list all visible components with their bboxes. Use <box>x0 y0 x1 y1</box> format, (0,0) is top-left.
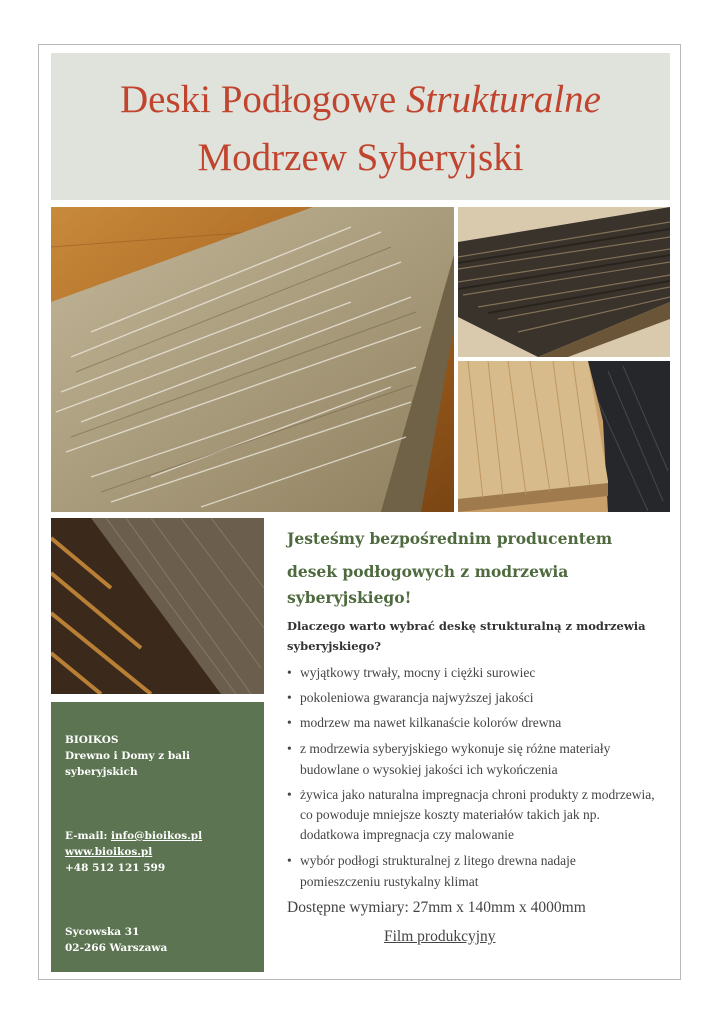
question-line-2: syberyjskiego? <box>287 639 381 653</box>
benefit-item-5 <box>287 788 655 802</box>
title-regular-part: Deski Podłogowe <box>120 78 406 121</box>
company-tagline-2: syberyjskich <box>65 766 138 778</box>
question-line-1: Dlaczego warto wybrać deskę strukturalną z modrzewia <box>287 619 646 633</box>
benefit-text: z modrzewia syberyjskiego wykonuje się różne materiały <box>300 741 611 756</box>
benefit-text: wyjątkowy trwały, mocny i ciężki surowiec <box>300 665 536 680</box>
address-street: Sycowska 31 <box>65 926 140 938</box>
address-city: 02-266 Warszawa <box>65 942 168 954</box>
benefit-item-6-continuation: pomieszczeniu rustykalny klimat <box>300 874 479 889</box>
dark-grain-close-up-photo <box>51 518 264 694</box>
title-banner <box>51 53 670 200</box>
intro-heading-line-1: Jesteśmy bezpośrednim producentem <box>287 529 613 548</box>
bullet-icon: • <box>287 715 292 730</box>
benefit-item-4 <box>287 742 610 756</box>
bullet-icon: • <box>287 690 292 705</box>
benefit-text: wybór podłogi strukturalnej z litego drewna nadaje <box>300 853 576 868</box>
bullet-icon: • <box>287 787 292 802</box>
production-film-link[interactable]: Film produkcyjny <box>384 928 496 945</box>
available-dimensions: Dostępne wymiary: 27mm x 140mm x 4000mm <box>287 899 586 916</box>
bullet-icon: • <box>287 741 292 756</box>
email-line <box>65 828 202 844</box>
benefit-item-2 <box>287 691 534 705</box>
page-title-line-1 <box>51 80 670 119</box>
benefit-text: żywica jako naturalna impregnacja chroni produkty z modrzewia, <box>300 787 655 802</box>
natural-and-black-boards-photo <box>458 361 670 512</box>
email-link[interactable]: info@bioikos.pl <box>110 830 203 842</box>
phone-number: +48 512 121 599 <box>65 862 166 874</box>
website-link[interactable]: www.bioikos.pl <box>65 846 153 858</box>
benefit-item-5-continuation-1: co powoduje mniejsze koszty materiałów takich jak np. <box>300 807 600 822</box>
bullet-icon: • <box>287 853 292 868</box>
light-structured-larch-board-photo <box>51 207 454 512</box>
benefit-item-6 <box>287 854 576 868</box>
intro-heading-line-2: desek podłogowych z modrzewia <box>287 562 569 581</box>
company-tagline-1: Drewno i Domy z bali <box>65 750 191 762</box>
benefit-text: modrzew ma nawet kilkanaście kolorów drewna <box>300 715 562 730</box>
benefit-item-1 <box>287 666 535 680</box>
bullet-icon: • <box>287 665 292 680</box>
dark-brushed-board-photo <box>458 207 670 357</box>
title-italic-part: Strukturalne <box>406 78 601 121</box>
benefit-item-5-continuation-2: dodatkowa impregnacja czy malowanie <box>300 827 515 842</box>
company-contact-box <box>51 702 264 972</box>
benefit-item-3 <box>287 716 561 730</box>
company-name: BIOIKOS <box>65 734 119 746</box>
benefit-item-4-continuation: budowlane o wysokiej jakości ich wykończenia <box>300 762 558 777</box>
page-title-line-2: Modrzew Syberyjski <box>197 136 524 179</box>
email-label: E-mail: <box>65 830 111 842</box>
intro-heading-line-3: syberyjskiego! <box>287 588 412 607</box>
benefit-text: pokoleniowa gwarancja najwyższej jakości <box>300 690 534 705</box>
